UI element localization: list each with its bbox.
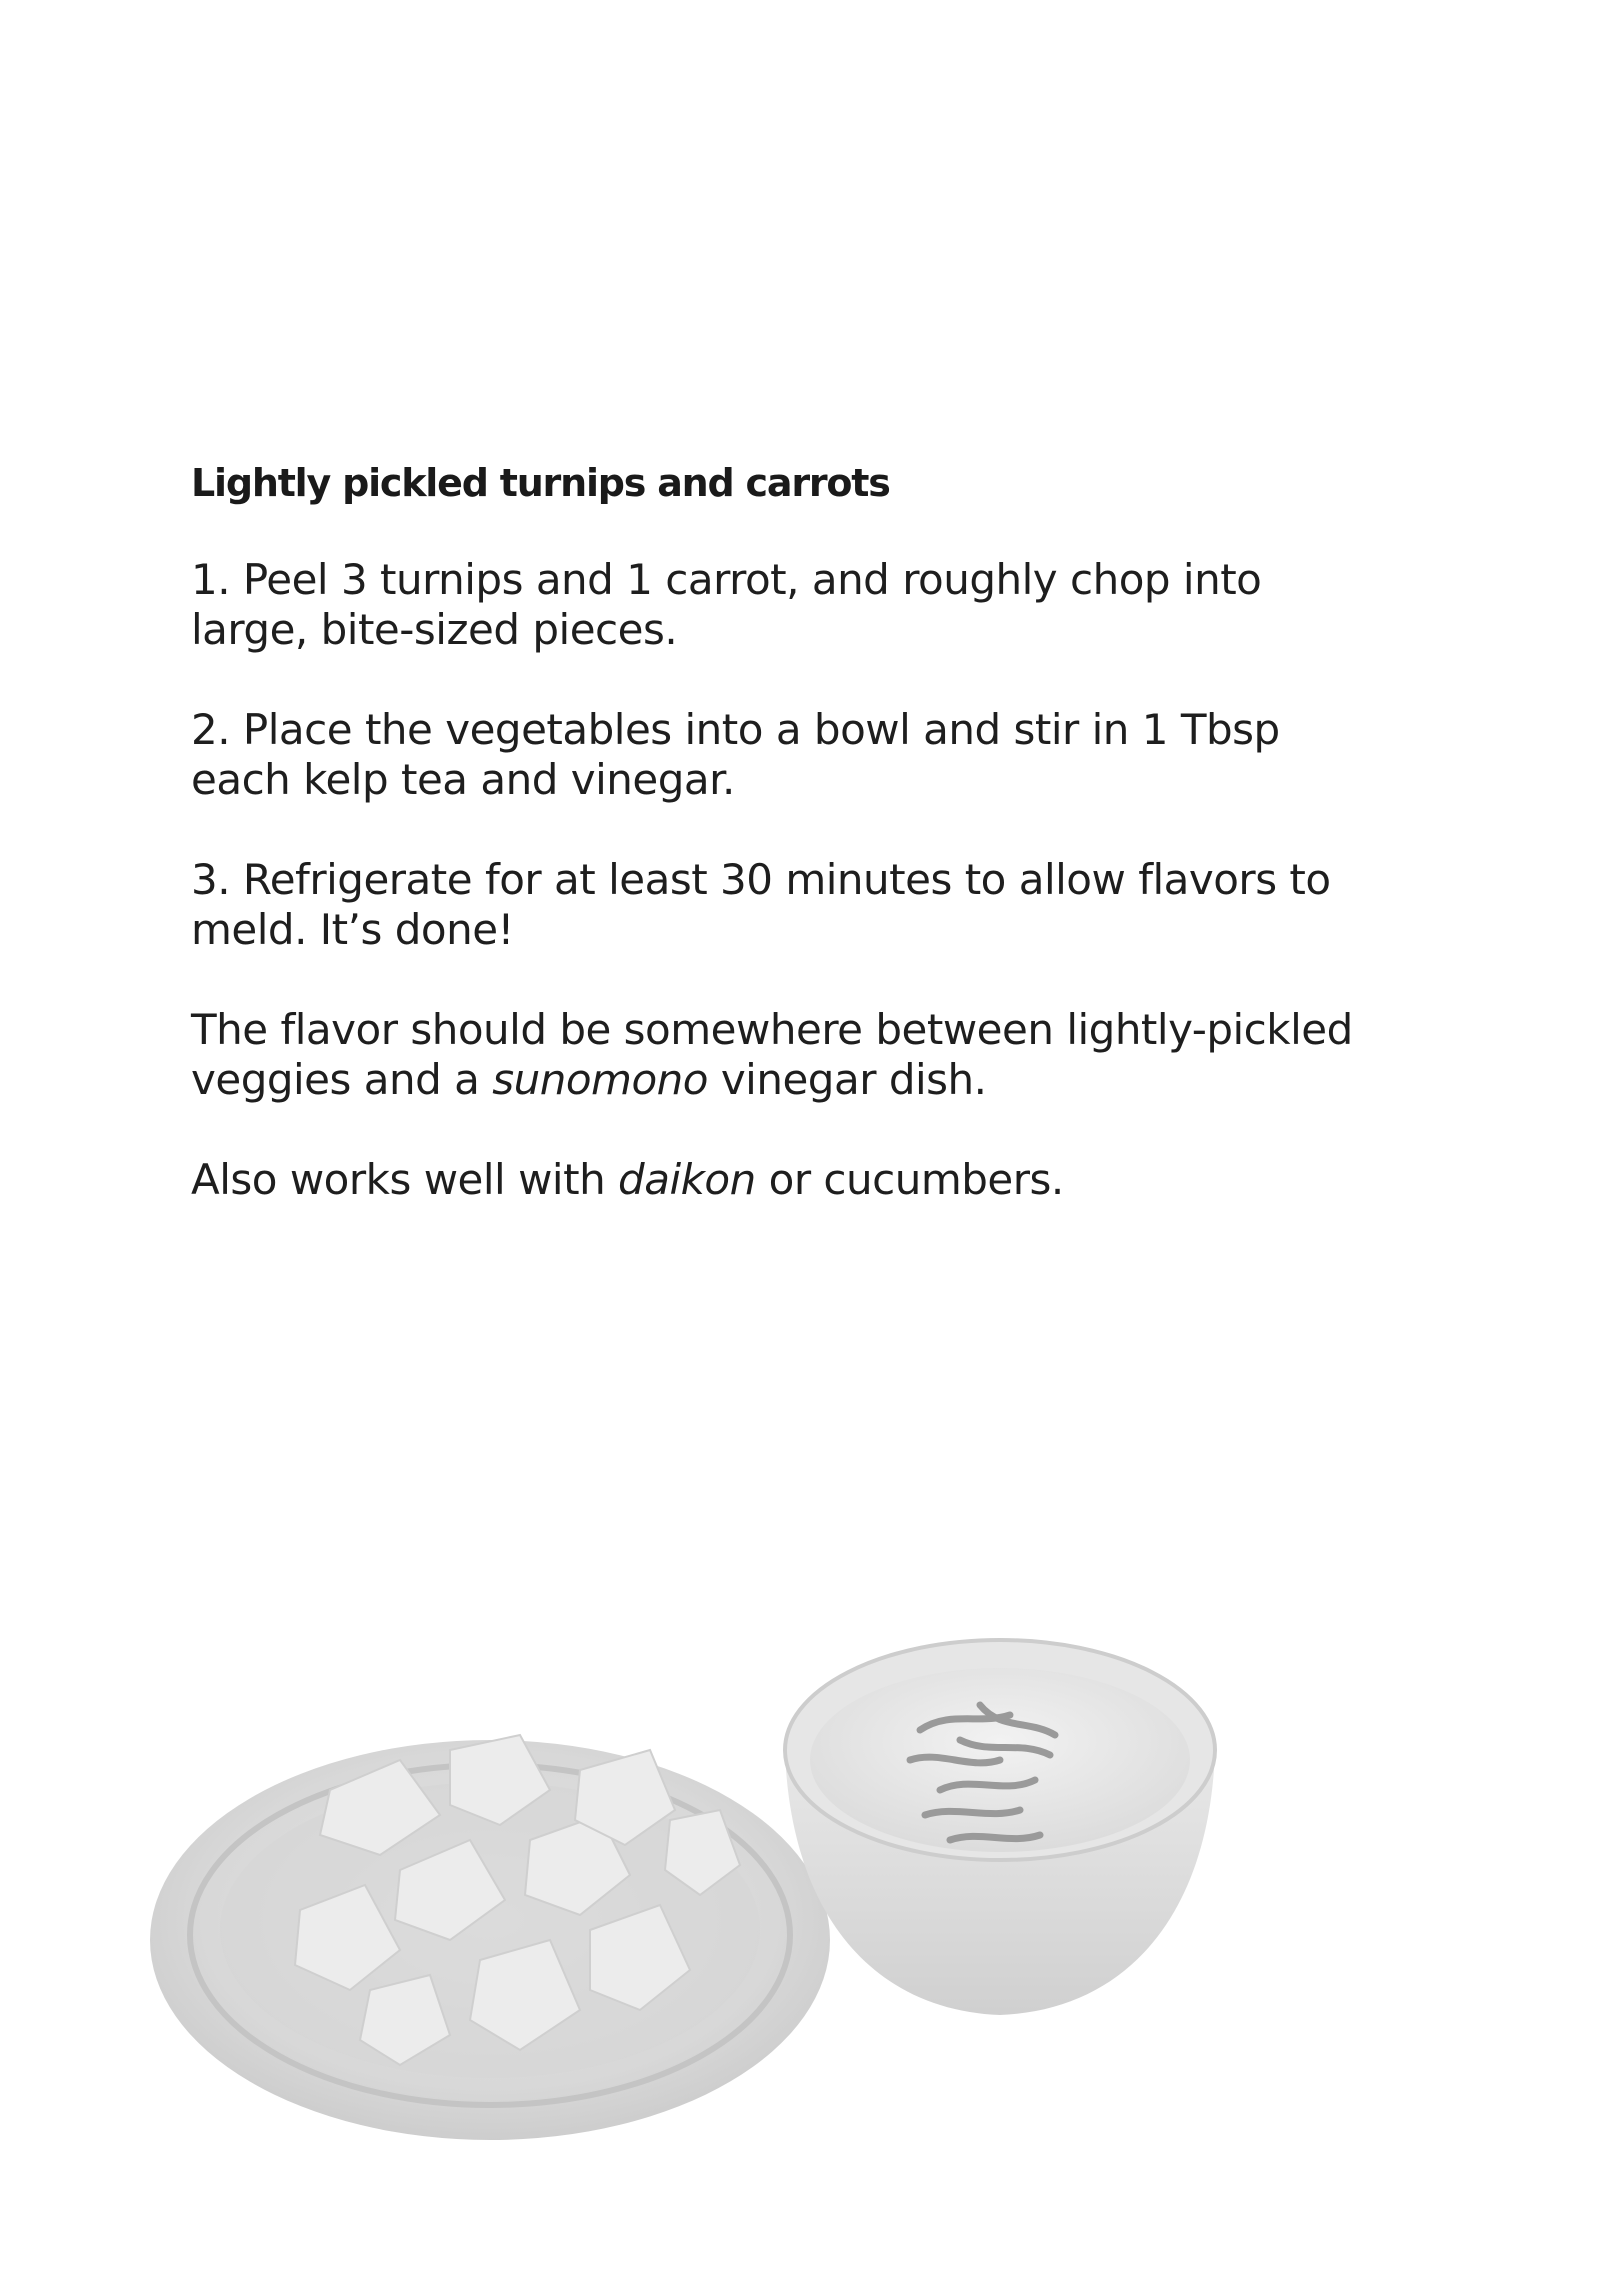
recipe-content	[191, 455, 1451, 1204]
flavor-note-line-2-end: vinegar dish.	[707, 1055, 987, 1104]
recipe-title: Lightly pickled turnips and carrots	[191, 461, 890, 505]
step-3-line-1: 3. Refrigerate for at least 30 minutes to allow flavors to	[191, 855, 1331, 904]
step-3-line-2: meld. It’s done!	[191, 905, 514, 954]
alternative-note-start: Also works well with	[191, 1155, 619, 1204]
bowl	[785, 1640, 1215, 2015]
step-1-line-2: large, bite-sized pieces.	[191, 605, 678, 654]
step-1	[191, 555, 1261, 655]
flavor-note	[191, 1005, 1353, 1105]
alternative-note	[191, 1155, 1064, 1205]
pickles-photo	[150, 1610, 1260, 2140]
flavor-note-line-1: The flavor should be somewhere between lightly-pickled	[191, 1005, 1353, 1054]
alternative-note-end: or cucumbers.	[755, 1155, 1064, 1204]
flavor-note-line-2-start: veggies and a	[191, 1055, 493, 1104]
step-2-line-1: 2. Place the vegetables into a bowl and stir in 1 Tbsp	[191, 705, 1280, 754]
flavor-note-term: sunomono	[492, 1055, 708, 1104]
step-3	[191, 855, 1331, 955]
step-2	[191, 705, 1280, 805]
step-2-line-2: each kelp tea and vinegar.	[191, 755, 735, 804]
step-1-line-1: 1. Peel 3 turnips and 1 carrot, and roughly chop into	[191, 555, 1262, 604]
alternative-note-term: daikon	[618, 1155, 756, 1204]
